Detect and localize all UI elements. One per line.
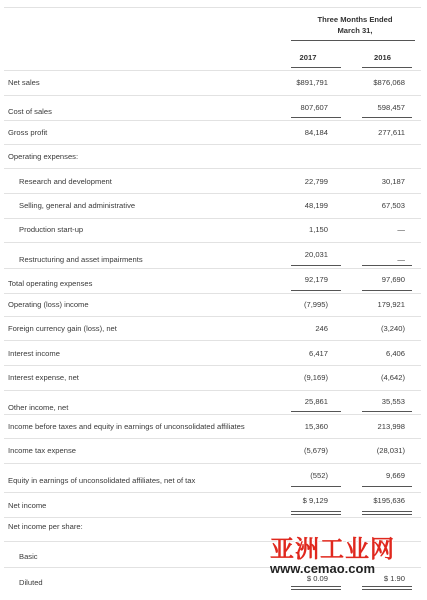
value-2017: $ 0.09	[306, 574, 328, 583]
watermark-url: www.cemao.com	[270, 561, 375, 576]
row-label: Total operating expenses	[8, 279, 93, 288]
value-2017: (5,679)	[303, 446, 328, 455]
year-2016-header: 2016	[374, 53, 391, 62]
value-2016: $876,068	[373, 78, 405, 87]
value-2016: (4,642)	[380, 373, 405, 382]
period-header	[300, 14, 410, 36]
value-2016: 213,998	[377, 422, 405, 431]
value-2016: 9,669	[385, 471, 405, 480]
value-2016: (28,031)	[376, 446, 405, 455]
row-label: Operating expenses:	[8, 152, 79, 161]
value-2016: $195,636	[373, 496, 405, 505]
value-2016: 35,553	[381, 397, 405, 406]
row-label: Foreign currency gain (loss), net	[8, 324, 117, 333]
row-label: Gross profit	[8, 128, 48, 137]
value-2017: 92,179	[304, 275, 328, 284]
watermark-chinese-text: 亚洲工业网	[270, 535, 395, 563]
value-2017: (9,169)	[303, 373, 328, 382]
row-label: Interest expense, net	[8, 373, 79, 382]
row-label: Operating (loss) income	[8, 300, 89, 309]
period-line-1: Three Months Ended	[317, 15, 393, 24]
value-2016: 598,457	[377, 103, 405, 112]
value-2016: (3,240)	[380, 324, 405, 333]
value-2016: 179,921	[377, 300, 405, 309]
year-2017-header: 2017	[299, 53, 317, 62]
value-2017: 6,417	[308, 349, 328, 358]
value-2016: 277,611	[378, 128, 405, 137]
row-label: Equity in earnings of unconsolidated affiliates, net of tax	[8, 476, 196, 485]
value-2017: 1,150	[308, 225, 328, 234]
row-label: Net income per share:	[8, 522, 83, 531]
value-2016: $ 1.90	[383, 574, 405, 583]
row-label: Production start-up	[19, 225, 84, 234]
row-label: Other income, net	[8, 403, 69, 412]
row-label: Basic	[19, 552, 38, 561]
value-2017: 22,799	[304, 177, 328, 186]
value-2017: 807,607	[300, 103, 328, 112]
value-2016: 97,690	[381, 275, 405, 284]
row-label: Diluted	[19, 578, 43, 587]
period-line-2: March 31,	[337, 26, 373, 35]
row-label: Restructuring and asset impairments	[19, 255, 143, 264]
value-2017: (7,995)	[303, 300, 328, 309]
row-label: Net income	[8, 501, 47, 510]
row-label: Income before taxes and equity in earnings of unconsolidated affiliates	[8, 422, 245, 431]
value-2017: 20,031	[304, 250, 328, 259]
row-label: Selling, general and administrative	[19, 201, 136, 210]
value-2016: 67,503	[381, 201, 405, 210]
value-2017: 84,184	[304, 128, 328, 137]
value-2016: —	[397, 225, 405, 234]
value-2016: 30,187	[381, 177, 405, 186]
value-2017: 48,199	[304, 201, 328, 210]
row-label: Interest income	[8, 349, 60, 358]
value-2017: 15,360	[304, 422, 328, 431]
value-2016: —	[397, 255, 405, 264]
row-label: Cost of sales	[8, 107, 52, 116]
watermark	[268, 527, 418, 597]
value-2016: 6,406	[385, 349, 405, 358]
value-2017: (552)	[310, 471, 328, 480]
row-label: Research and development	[19, 177, 112, 186]
row-label: Net sales	[8, 78, 40, 87]
value-2017: 25,861	[304, 397, 328, 406]
value-2017: $ 9,129	[302, 496, 328, 505]
value-2017: $891,791	[296, 78, 328, 87]
value-2017: 246	[315, 324, 328, 333]
row-label: Income tax expense	[8, 446, 76, 455]
